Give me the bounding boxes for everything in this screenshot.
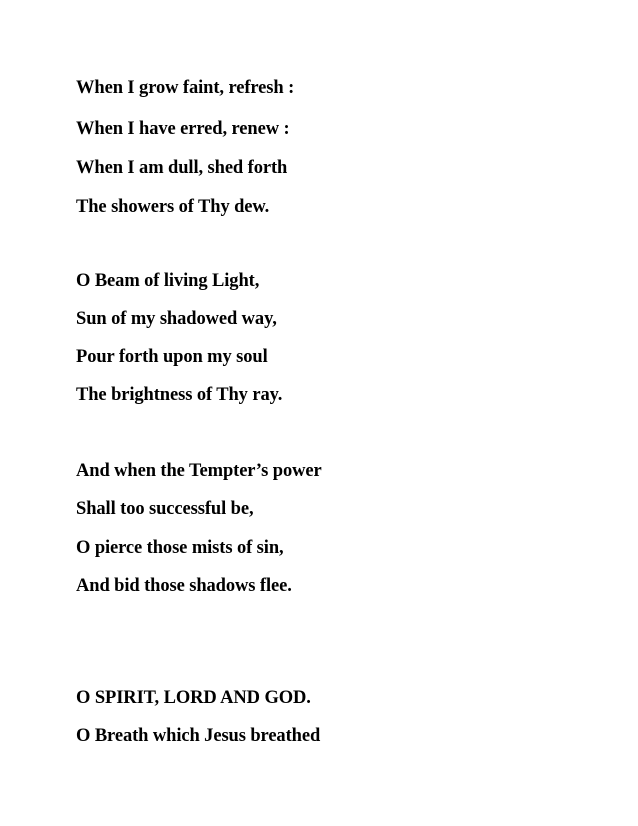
poem-line: O SPIRIT, LORD AND GOD. [76,688,311,708]
poem-line: And when the Tempter’s power [76,461,322,481]
poem-line: Sun of my shadowed way, [76,309,277,329]
poem-line: Pour forth upon my soul [76,347,268,367]
poem-line: O Beam of living Light, [76,271,260,291]
poem-line: The showers of Thy dew. [76,197,270,217]
poem-line: When I have erred, renew : [76,119,290,139]
poem-line: When I am dull, shed forth [76,158,288,178]
poem-line: And bid those shadows flee. [76,576,292,596]
poem-line: When I grow faint, refresh : [76,78,295,98]
poem-line: O pierce those mists of sin, [76,538,284,558]
poem-line: Shall too successful be, [76,499,254,519]
poem-line: O Breath which Jesus breathed [76,726,321,746]
poem-line: The brightness of Thy ray. [76,385,283,405]
